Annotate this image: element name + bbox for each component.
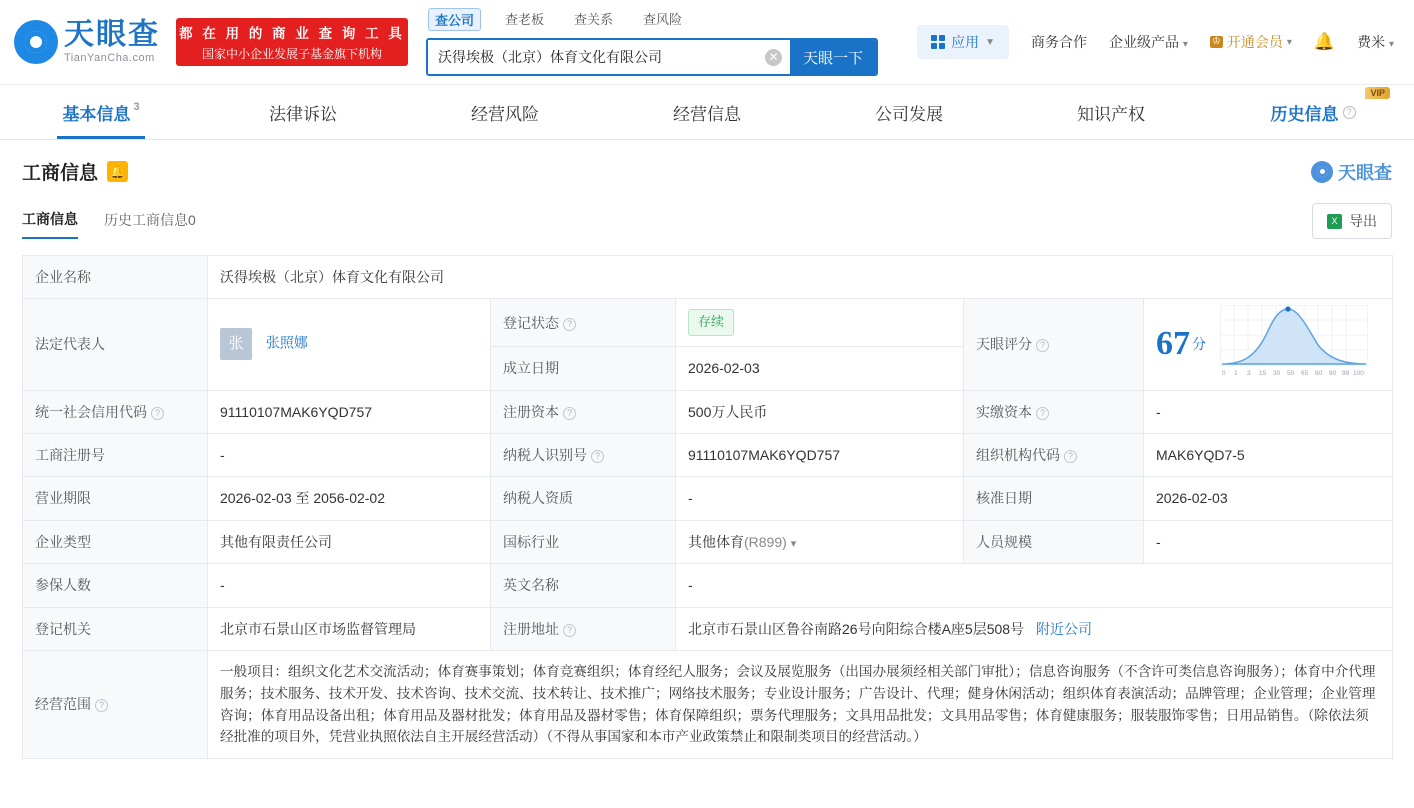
paid-capital-label-text: 实缴资本 bbox=[976, 403, 1032, 420]
search-tab-company[interactable]: 查公司 bbox=[428, 8, 481, 31]
subtab-current-info[interactable]: 工商信息 bbox=[22, 209, 78, 239]
table-row bbox=[23, 390, 1393, 433]
subscribe-bell-icon[interactable]: 🔔 bbox=[107, 161, 128, 182]
insured-value: - bbox=[208, 564, 491, 607]
company-info-table bbox=[22, 255, 1393, 759]
table-row bbox=[23, 433, 1393, 476]
search-tab-risk[interactable]: 查风险 bbox=[643, 12, 683, 27]
svg-text:99: 99 bbox=[1342, 370, 1350, 378]
insured-label: 参保人数 bbox=[23, 564, 208, 607]
promo-banner bbox=[176, 18, 408, 66]
tab-basic-info-count: 3 bbox=[133, 101, 140, 113]
watermark-logo bbox=[1311, 159, 1392, 185]
vip-membership-label: 开通会员 bbox=[1226, 34, 1283, 50]
search-area bbox=[426, 8, 886, 76]
site-logo[interactable] bbox=[14, 20, 160, 64]
search-tabs bbox=[426, 8, 886, 31]
search-input[interactable] bbox=[428, 40, 765, 74]
promo-line-2: 国家中小企业发展子基金旗下机构 bbox=[201, 47, 382, 61]
staff-size-value: - bbox=[1144, 520, 1393, 564]
section-header bbox=[22, 158, 1392, 185]
paid-capital-label bbox=[964, 390, 1144, 433]
export-button[interactable] bbox=[1312, 203, 1392, 239]
legal-rep-value bbox=[208, 299, 491, 390]
chevron-down-icon: ▼ bbox=[985, 36, 995, 48]
legal-rep-name-link[interactable]: 张照娜 bbox=[265, 335, 308, 352]
tab-operating-info[interactable] bbox=[606, 85, 808, 139]
biz-scope-label bbox=[23, 651, 208, 759]
svg-text:80: 80 bbox=[1315, 370, 1323, 378]
help-icon[interactable]: ? bbox=[563, 407, 576, 420]
help-icon[interactable]: ? bbox=[1036, 407, 1049, 420]
svg-text:30: 30 bbox=[1273, 370, 1281, 378]
industry-code: (R899) bbox=[744, 533, 787, 550]
svg-text:50: 50 bbox=[1287, 370, 1295, 378]
industry-label: 国标行业 bbox=[491, 520, 676, 564]
export-button-label: 导出 bbox=[1349, 213, 1377, 229]
top-right-nav bbox=[917, 25, 1400, 59]
chevron-down-icon: ▾ bbox=[1388, 39, 1394, 50]
chevron-down-icon: ▾ bbox=[1182, 39, 1188, 50]
reg-authority-value: 北京市石景山区市场监督管理局 bbox=[208, 607, 491, 650]
industry-value[interactable] bbox=[676, 520, 964, 564]
nav-enterprise-products-label: 企业级产品 bbox=[1108, 34, 1179, 50]
help-icon[interactable]: ? bbox=[563, 624, 576, 637]
reg-capital-label-text: 注册资本 bbox=[503, 403, 559, 420]
help-icon[interactable]: ? bbox=[563, 318, 576, 331]
eye-logo-icon bbox=[14, 20, 58, 64]
svg-text:0: 0 bbox=[1222, 370, 1226, 378]
taxpayer-type-value: - bbox=[676, 477, 964, 520]
help-icon[interactable]: ? bbox=[151, 407, 164, 420]
search-box bbox=[426, 38, 878, 76]
tab-operating-risk[interactable] bbox=[404, 85, 606, 139]
reg-address-text: 北京市石景山区鲁谷南路26号向阳综合楼A座5层508号 bbox=[688, 620, 1025, 637]
paid-capital-value: - bbox=[1144, 390, 1393, 433]
tab-legal-proceedings[interactable] bbox=[202, 85, 404, 139]
business-reg-no-label: 工商注册号 bbox=[23, 433, 208, 476]
svg-text:3: 3 bbox=[1247, 370, 1251, 378]
tab-intellectual-property[interactable] bbox=[1010, 85, 1212, 139]
operating-period-label: 营业期限 bbox=[23, 477, 208, 520]
business-reg-no-value: - bbox=[208, 433, 491, 476]
reg-status-value bbox=[676, 299, 964, 347]
help-icon[interactable]: ? bbox=[591, 450, 604, 463]
credit-code-label bbox=[23, 390, 208, 433]
taxpayer-id-label bbox=[491, 433, 676, 476]
help-icon[interactable]: ? bbox=[1064, 450, 1077, 463]
search-tab-boss[interactable]: 查老板 bbox=[505, 12, 545, 27]
credit-code-label-text: 统一社会信用代码 bbox=[35, 403, 147, 420]
reg-status-label-text: 登记状态 bbox=[503, 314, 559, 331]
reg-capital-label bbox=[491, 390, 676, 433]
tab-operating-info-label: 经营信息 bbox=[673, 104, 741, 124]
org-code-value: MAK6YQD7-5 bbox=[1144, 433, 1393, 476]
grid-icon bbox=[931, 35, 945, 49]
search-tab-relation[interactable]: 查关系 bbox=[574, 12, 614, 27]
company-name-label: 企业名称 bbox=[23, 256, 208, 299]
reg-status-label bbox=[491, 299, 676, 347]
english-name-value: - bbox=[676, 564, 1393, 607]
gongshang-section bbox=[0, 140, 1414, 245]
company-type-label: 企业类型 bbox=[23, 520, 208, 564]
score-label-text: 天眼评分 bbox=[976, 336, 1032, 353]
nav-enterprise-products[interactable] bbox=[1109, 32, 1188, 52]
chevron-down-icon: ▾ bbox=[1286, 36, 1292, 48]
approval-date-value: 2026-02-03 bbox=[1144, 477, 1393, 520]
clear-icon[interactable]: ✕ bbox=[765, 49, 782, 66]
credit-code-value: 91110107MAK6YQD757 bbox=[208, 390, 491, 433]
reg-authority-label: 登记机关 bbox=[23, 607, 208, 650]
reg-address-label bbox=[491, 607, 676, 650]
avatar: 张 bbox=[220, 328, 252, 360]
industry-name: 其他体育 bbox=[688, 533, 744, 550]
tab-intellectual-property-label: 知识产权 bbox=[1077, 104, 1145, 124]
chevron-down-icon[interactable]: ▾ bbox=[790, 537, 797, 550]
english-name-label: 英文名称 bbox=[491, 564, 676, 607]
taxpayer-type-label: 纳税人资质 bbox=[491, 477, 676, 520]
notification-bell-icon[interactable]: 🔔 bbox=[1313, 32, 1336, 51]
eye-logo-icon bbox=[1311, 161, 1333, 183]
user-menu[interactable] bbox=[1357, 32, 1394, 52]
tab-history-info-label: 历史信息 bbox=[1270, 104, 1339, 124]
user-name: 费米 bbox=[1357, 34, 1386, 50]
tab-basic-info[interactable] bbox=[0, 85, 202, 139]
excel-icon: X bbox=[1327, 214, 1342, 229]
svg-text:100: 100 bbox=[1353, 370, 1364, 378]
table-row bbox=[23, 607, 1393, 650]
tab-operating-risk-label: 经营风险 bbox=[471, 104, 539, 124]
sub-tabs bbox=[22, 203, 1392, 245]
table-row bbox=[23, 520, 1393, 564]
subtab-history-info[interactable]: 历史工商信息0 bbox=[104, 212, 196, 228]
score-unit: 分 bbox=[1192, 336, 1206, 353]
apps-button-label: 应用 bbox=[951, 34, 980, 50]
approval-date-label: 核准日期 bbox=[964, 477, 1144, 520]
company-type-value: 其他有限责任公司 bbox=[208, 520, 491, 564]
help-icon[interactable]: ? bbox=[1036, 339, 1049, 352]
company-name-value: 沃得埃极（北京）体育文化有限公司 bbox=[208, 256, 1393, 299]
help-icon[interactable]: ? bbox=[95, 699, 108, 712]
taxpayer-id-label-text: 纳税人识别号 bbox=[503, 446, 587, 463]
score-label bbox=[964, 299, 1144, 390]
found-date-value: 2026-02-03 bbox=[676, 347, 964, 390]
taxpayer-id-value: 91110107MAK6YQD757 bbox=[676, 433, 964, 476]
svg-text:15: 15 bbox=[1259, 370, 1267, 378]
tab-legal-proceedings-label: 法律诉讼 bbox=[269, 104, 337, 124]
nearby-companies-link[interactable]: 附近公司 bbox=[1035, 620, 1092, 637]
watermark-text: 天眼查 bbox=[1338, 162, 1392, 183]
tab-company-development-label: 公司发展 bbox=[875, 104, 943, 124]
apps-button[interactable] bbox=[917, 25, 1009, 59]
svg-text:1: 1 bbox=[1234, 370, 1238, 378]
operating-period-value: 2026-02-03 至 2056-02-02 bbox=[208, 477, 491, 520]
biz-scope-value: 一般项目：组织文化艺术交流活动；体育赛事策划；体育竞赛组织；体育经纪人服务；会议及展览服务（出国办展须经相关部门审批）；信息咨询服务（不含许可类信息咨询服务）；体育中介代理服务；技术服务、技术开发、技术咨询、技术交流、技术转让、技术推广；网络技术服务；专业设计服务；广告设计、代理；健身休闲活动；组织体育表演活动；品牌管理；企业管理；企业管理咨询；体育用品设备出租；体育用品及器材批发；体育用品及器材零售；体育保障组织；票务代理服务；文具用品批发；文具用品零售；体育健康服务；服装服饰零售；日用品销售。（除依法须经批准的项目外，凭营业执照依法自主开展经营活动）（不得从事国家和本市产业政策禁止和限制类项目的经营活动。） bbox=[208, 651, 1393, 759]
svg-text:65: 65 bbox=[1301, 370, 1309, 378]
score-value-cell bbox=[1144, 299, 1393, 390]
biz-scope-label-text: 经营范围 bbox=[35, 696, 91, 713]
nav-business-cooperation[interactable]: 商务合作 bbox=[1030, 34, 1087, 50]
vip-tag: VIP bbox=[1365, 87, 1390, 99]
reg-capital-value: 500万人民币 bbox=[676, 390, 964, 433]
staff-size-label: 人员规模 bbox=[964, 520, 1144, 564]
svg-text:90: 90 bbox=[1329, 370, 1337, 378]
crown-icon: ♔ bbox=[1211, 36, 1221, 47]
page-title: 工商信息 bbox=[22, 163, 99, 184]
logo-text-cn: 天眼查 bbox=[64, 18, 160, 51]
status-badge: 存续 bbox=[688, 309, 734, 336]
found-date-label: 成立日期 bbox=[491, 347, 676, 390]
table-row bbox=[23, 299, 1393, 347]
main-tabs bbox=[0, 84, 1414, 140]
logo-text-en: TianYanCha.com bbox=[64, 52, 155, 64]
tab-history-info[interactable] bbox=[1212, 85, 1414, 139]
search-button[interactable]: 天眼一下 bbox=[790, 40, 876, 74]
help-icon[interactable]: ? bbox=[1343, 106, 1356, 119]
org-code-label-text: 组织机构代码 bbox=[976, 446, 1060, 463]
org-code-label bbox=[964, 433, 1144, 476]
vip-membership-link[interactable] bbox=[1210, 32, 1292, 52]
table-row bbox=[23, 477, 1393, 520]
tab-basic-info-label: 基本信息 bbox=[62, 104, 131, 124]
promo-line-1: 都 在 用 的 商 业 查 询 工 具 bbox=[179, 26, 405, 41]
table-row bbox=[23, 256, 1393, 299]
tab-company-development[interactable] bbox=[808, 85, 1010, 139]
score-number: 67 bbox=[1156, 325, 1190, 363]
score-distribution-chart bbox=[1220, 305, 1368, 383]
table-row bbox=[23, 564, 1393, 607]
reg-address-label-text: 注册地址 bbox=[503, 620, 559, 637]
table-row bbox=[23, 651, 1393, 759]
legal-rep-label: 法定代表人 bbox=[23, 299, 208, 390]
top-bar bbox=[0, 0, 1414, 84]
reg-address-value bbox=[676, 607, 1393, 650]
